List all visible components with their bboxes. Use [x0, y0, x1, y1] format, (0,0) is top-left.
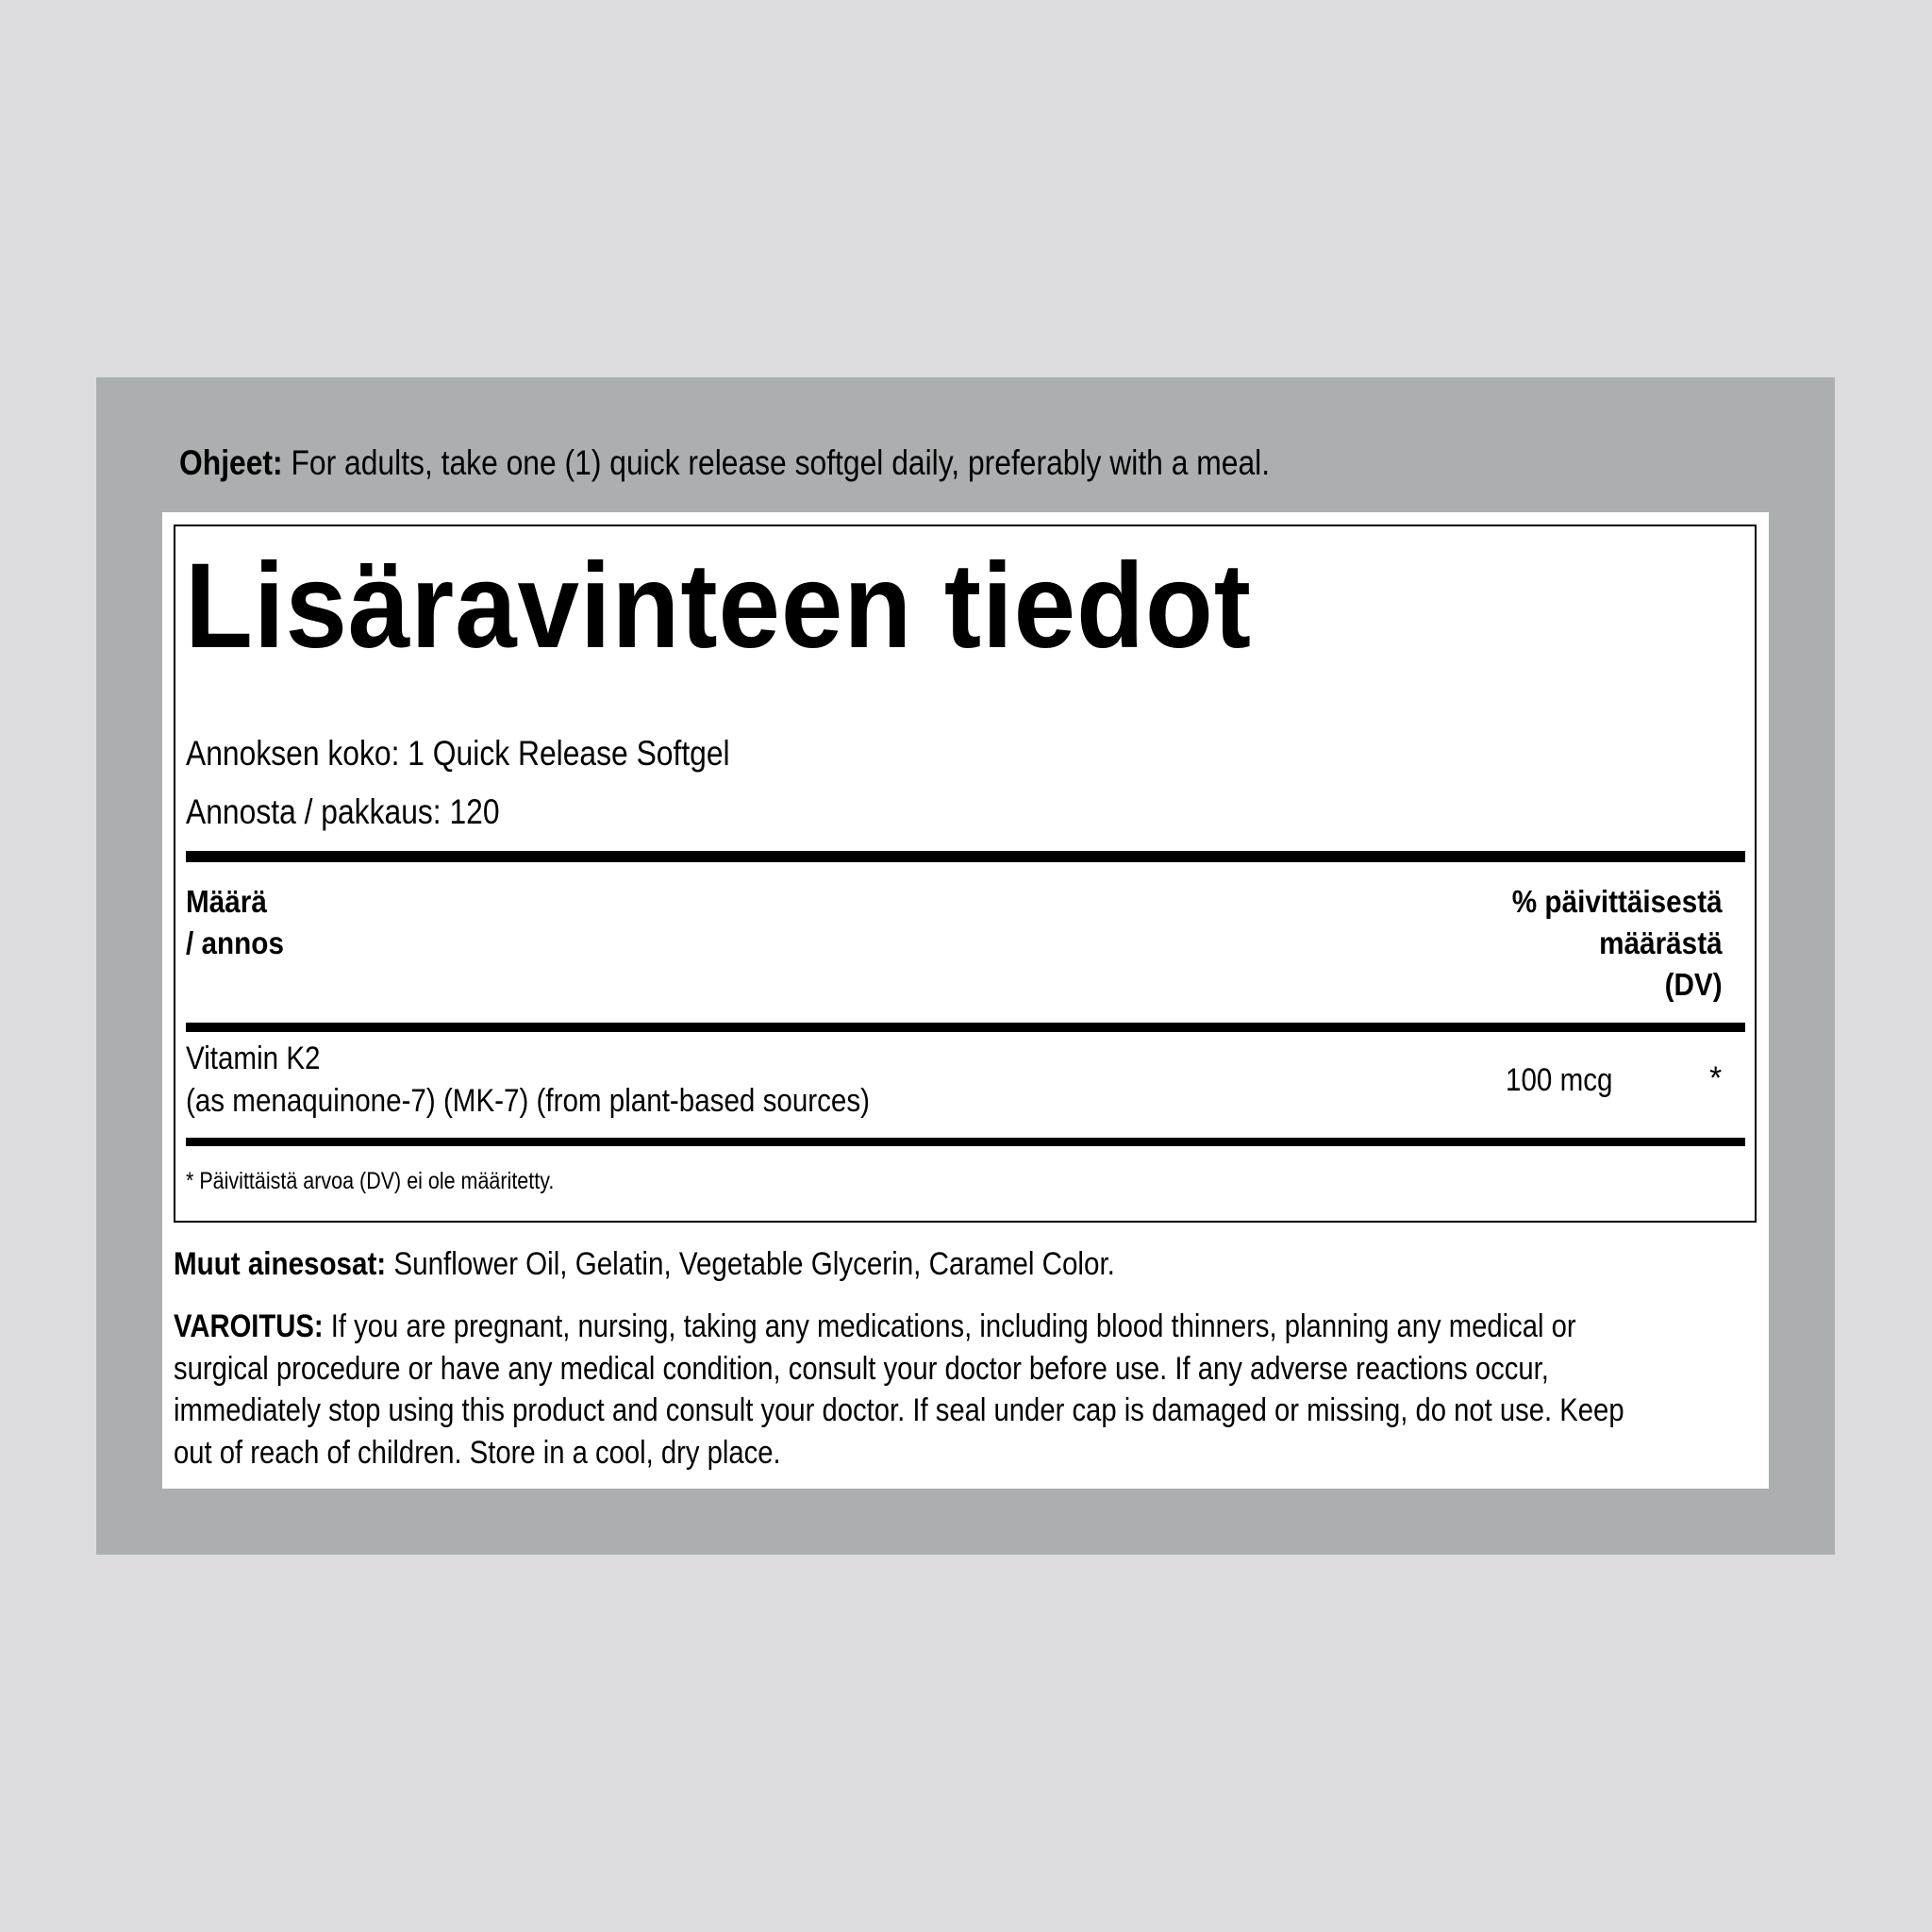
nutrient-row: [186, 1038, 870, 1123]
supplement-facts-title: Lisäravinteen tiedot: [185, 539, 1252, 674]
nutrient-daily-value: *: [1709, 1060, 1723, 1096]
serving-size: Annoksen koko: 1 Quick Release Softgel: [186, 734, 730, 773]
amount-header-line: Määrä: [186, 884, 267, 919]
amount-per-serving-header: [186, 881, 284, 964]
other-ingredients: [174, 1241, 1115, 1287]
daily-value-footnote: * Päivittäistä arvoa (DV) ei ole määritetty.: [186, 1168, 555, 1194]
other-ingredients-label: Muut ainesosat:: [174, 1246, 387, 1282]
servings-per-container: Annosta / pakkaus: 120: [186, 792, 500, 831]
directions-body: For adults, take one (1) quick release softgel daily, preferably with a meal.: [282, 443, 1271, 482]
amount-header-line: / annos: [186, 925, 284, 960]
bottom-divider: [186, 1138, 1745, 1146]
warning-line: [174, 1306, 1715, 1348]
warning-line-2: surgical procedure or have any medical condition, consult your doctor before use. If any adverse reactions occur,: [174, 1350, 1549, 1387]
directions-label: Ohjeet:: [179, 443, 283, 482]
warning-line-1: If you are pregnant, nursing, taking any medications, including blood thinners, planning any medical or: [323, 1308, 1576, 1344]
daily-value-header: [1512, 881, 1723, 1006]
directions-text: [179, 438, 1270, 489]
nutrient-name: Vitamin K2: [186, 1041, 321, 1076]
dv-header-line: (DV): [1664, 967, 1723, 1002]
dv-header-line: % päivittäisestä: [1512, 884, 1723, 919]
other-ingredients-list: Sunflower Oil, Gelatin, Vegetable Glycerin, Caramel Color.: [386, 1246, 1115, 1282]
thick-divider: [186, 851, 1745, 862]
warning-text: [174, 1306, 1715, 1474]
nutrient-detail: (as menaquinone-7) (MK-7) (from plant-based sources): [186, 1083, 871, 1119]
warning-line-4: out of reach of children. Store in a cool, dry place.: [174, 1434, 781, 1471]
medium-divider: [186, 1023, 1745, 1032]
nutrient-amount: 100 mcg: [1506, 1062, 1613, 1098]
dv-header-line: määrästä: [1599, 925, 1723, 960]
warning-line-3: immediately stop using this product and consult your doctor. If seal under cap is damaged or missing, do not use. Keep: [174, 1392, 1624, 1428]
warning-label: VAROITUS:: [174, 1308, 324, 1344]
